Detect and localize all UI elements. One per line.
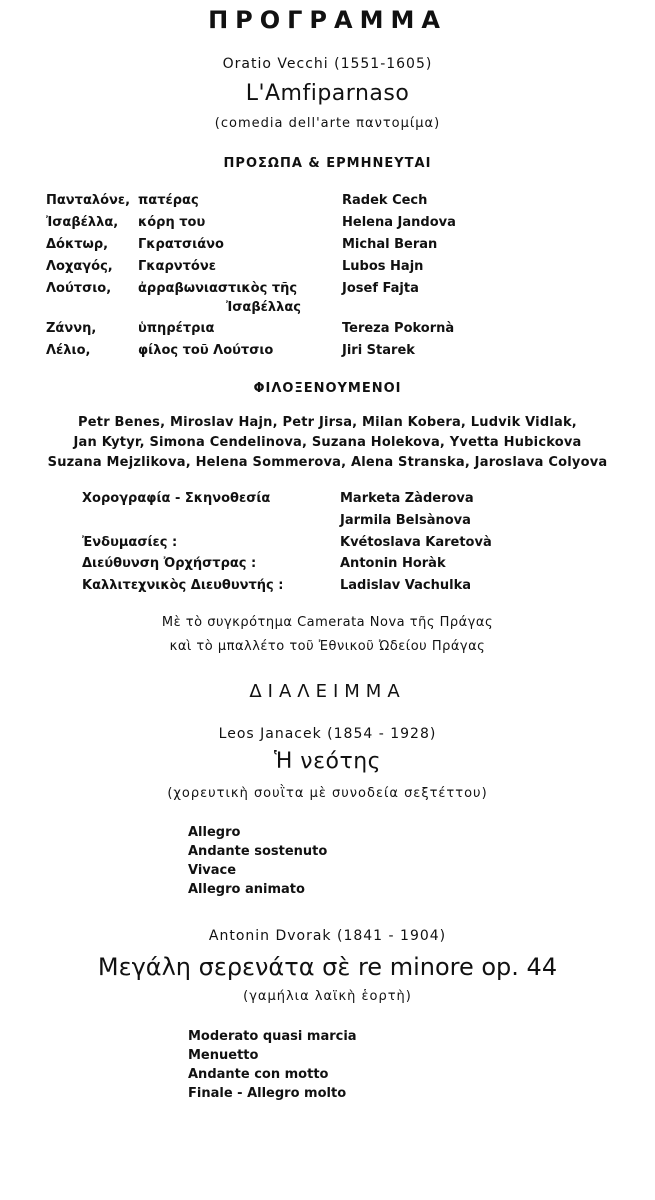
cast-role: ἀρραβωνιαστικὸς τῆς: [138, 281, 298, 296]
cast-character: Ζάννη,: [46, 321, 97, 336]
cast-heading: ΠΡΟΣΩΠΑ & ΕΡΜΗΝΕΥΤΑΙ: [223, 156, 432, 171]
movement: Andante con motto: [188, 1067, 329, 1082]
movement: Vivace: [188, 863, 237, 878]
work-title-neotis: Ἡ νεότης: [273, 749, 382, 774]
cast-character: Λέλιο,: [46, 343, 91, 358]
guest-line: Suzana Mejzlikova, Helena Sommerova, Alena Stranska, Jaroslava Colyova: [47, 455, 608, 470]
work-subtitle-neotis: (χορευτικὴ σουῒτα μὲ συνοδεία σεξτέττου): [167, 786, 488, 801]
work-title-amfiparnaso: L'Amfiparnaso: [245, 81, 410, 106]
cast-character: Λούτσιο,: [46, 281, 112, 296]
cast-performer: Michal Beran: [342, 237, 438, 252]
cast-performer: Radek Cech: [342, 193, 428, 208]
credit-name: Marketa Zàderova: [340, 491, 474, 506]
cast-role: Γκαρντόνε: [138, 259, 216, 274]
cast-performer: Jiri Starek: [342, 343, 415, 358]
credit-name: Kvétoslava Karetovà: [340, 535, 492, 550]
cast-character: Ἰσαβέλλα,: [46, 215, 119, 230]
credit-name: Ladislav Vachulka: [340, 578, 471, 593]
guests-heading: ΦΙΛΟΞΕΝΟΥΜΕΝΟΙ: [253, 381, 402, 396]
credit-label-costumes: Ἐνδυμασίες :: [82, 535, 178, 550]
credit-name: Antonin Horàk: [340, 556, 446, 571]
cast-role: Γκρατσιάνο: [138, 237, 224, 252]
guest-line: Jan Kytyr, Simona Cendelinova, Suzana Holekova, Yvetta Hubickova: [73, 435, 582, 450]
cast-character: Λοχαγός,: [46, 259, 113, 274]
credit-label-artistic-director: Καλλιτεχνικὸς Διευθυντής :: [82, 578, 284, 593]
cast-performer: Tereza Pokornà: [342, 321, 455, 336]
composer-janacek: Leos Janacek (1854 - 1928): [218, 726, 437, 742]
movement: Menuetto: [188, 1048, 259, 1063]
ensemble-line-1: Μὲ τὸ συγκρότημα Camerata Nova τῆς Πράγας: [161, 615, 494, 630]
cast-role: φίλος τοῦ Λούτσιο: [138, 343, 274, 358]
movement: Finale - Allegro molto: [188, 1086, 347, 1101]
composer-dvorak: Antonin Dvorak (1841 - 1904): [208, 928, 447, 944]
cast-role: κόρη του: [138, 215, 206, 230]
credit-label-conductor: Διεύθυνση Ὀρχήστρας :: [82, 556, 257, 571]
cast-performer: Lubos Hajn: [342, 259, 424, 274]
interval-heading: ΔΙΑΛΕΙΜΜΑ: [249, 681, 406, 702]
cast-role: πατέρας: [138, 193, 199, 208]
cast-role: ὑπηρέτρια: [138, 321, 215, 336]
work-subtitle-serenade: (γαμήλια λαϊκὴ ἑορτὴ): [243, 989, 412, 1004]
page-title: ΠΡΟΓΡΑΜΜΑ: [208, 6, 447, 34]
cast-character: Δόκτωρ,: [46, 237, 109, 252]
credit-label-choreography: Χορογραφία - Σκηνοθεσία: [82, 491, 271, 506]
cast-character: Πανταλόνε,: [46, 193, 131, 208]
composer-vecchi: Oratio Vecchi (1551-1605): [222, 56, 433, 72]
cast-performer: Helena Jandova: [342, 215, 456, 230]
movement: Moderato quasi marcia: [188, 1029, 357, 1044]
movement: Allegro: [188, 825, 241, 840]
credit-name: Jarmila Belsànova: [340, 513, 471, 528]
movement: Allegro animato: [188, 882, 305, 897]
cast-role-continued: Ἰσαβέλλας: [226, 300, 301, 315]
cast-performer: Josef Fajta: [342, 281, 419, 296]
movement: Andante sostenuto: [188, 844, 328, 859]
work-title-serenade: Μεγάλη σερενάτα σὲ re minore op. 44: [97, 953, 558, 981]
work-subtitle-amfiparnaso: (comedia dell'arte παντομίμα): [214, 116, 441, 131]
ensemble-line-2: καὶ τὸ μπαλλέτο τοῦ Ἐθνικοῦ Ὠδείου Πράγας: [169, 639, 486, 654]
guest-line: Petr Benes, Miroslav Hajn, Petr Jirsa, Milan Kobera, Ludvik Vidlak,: [78, 415, 577, 430]
